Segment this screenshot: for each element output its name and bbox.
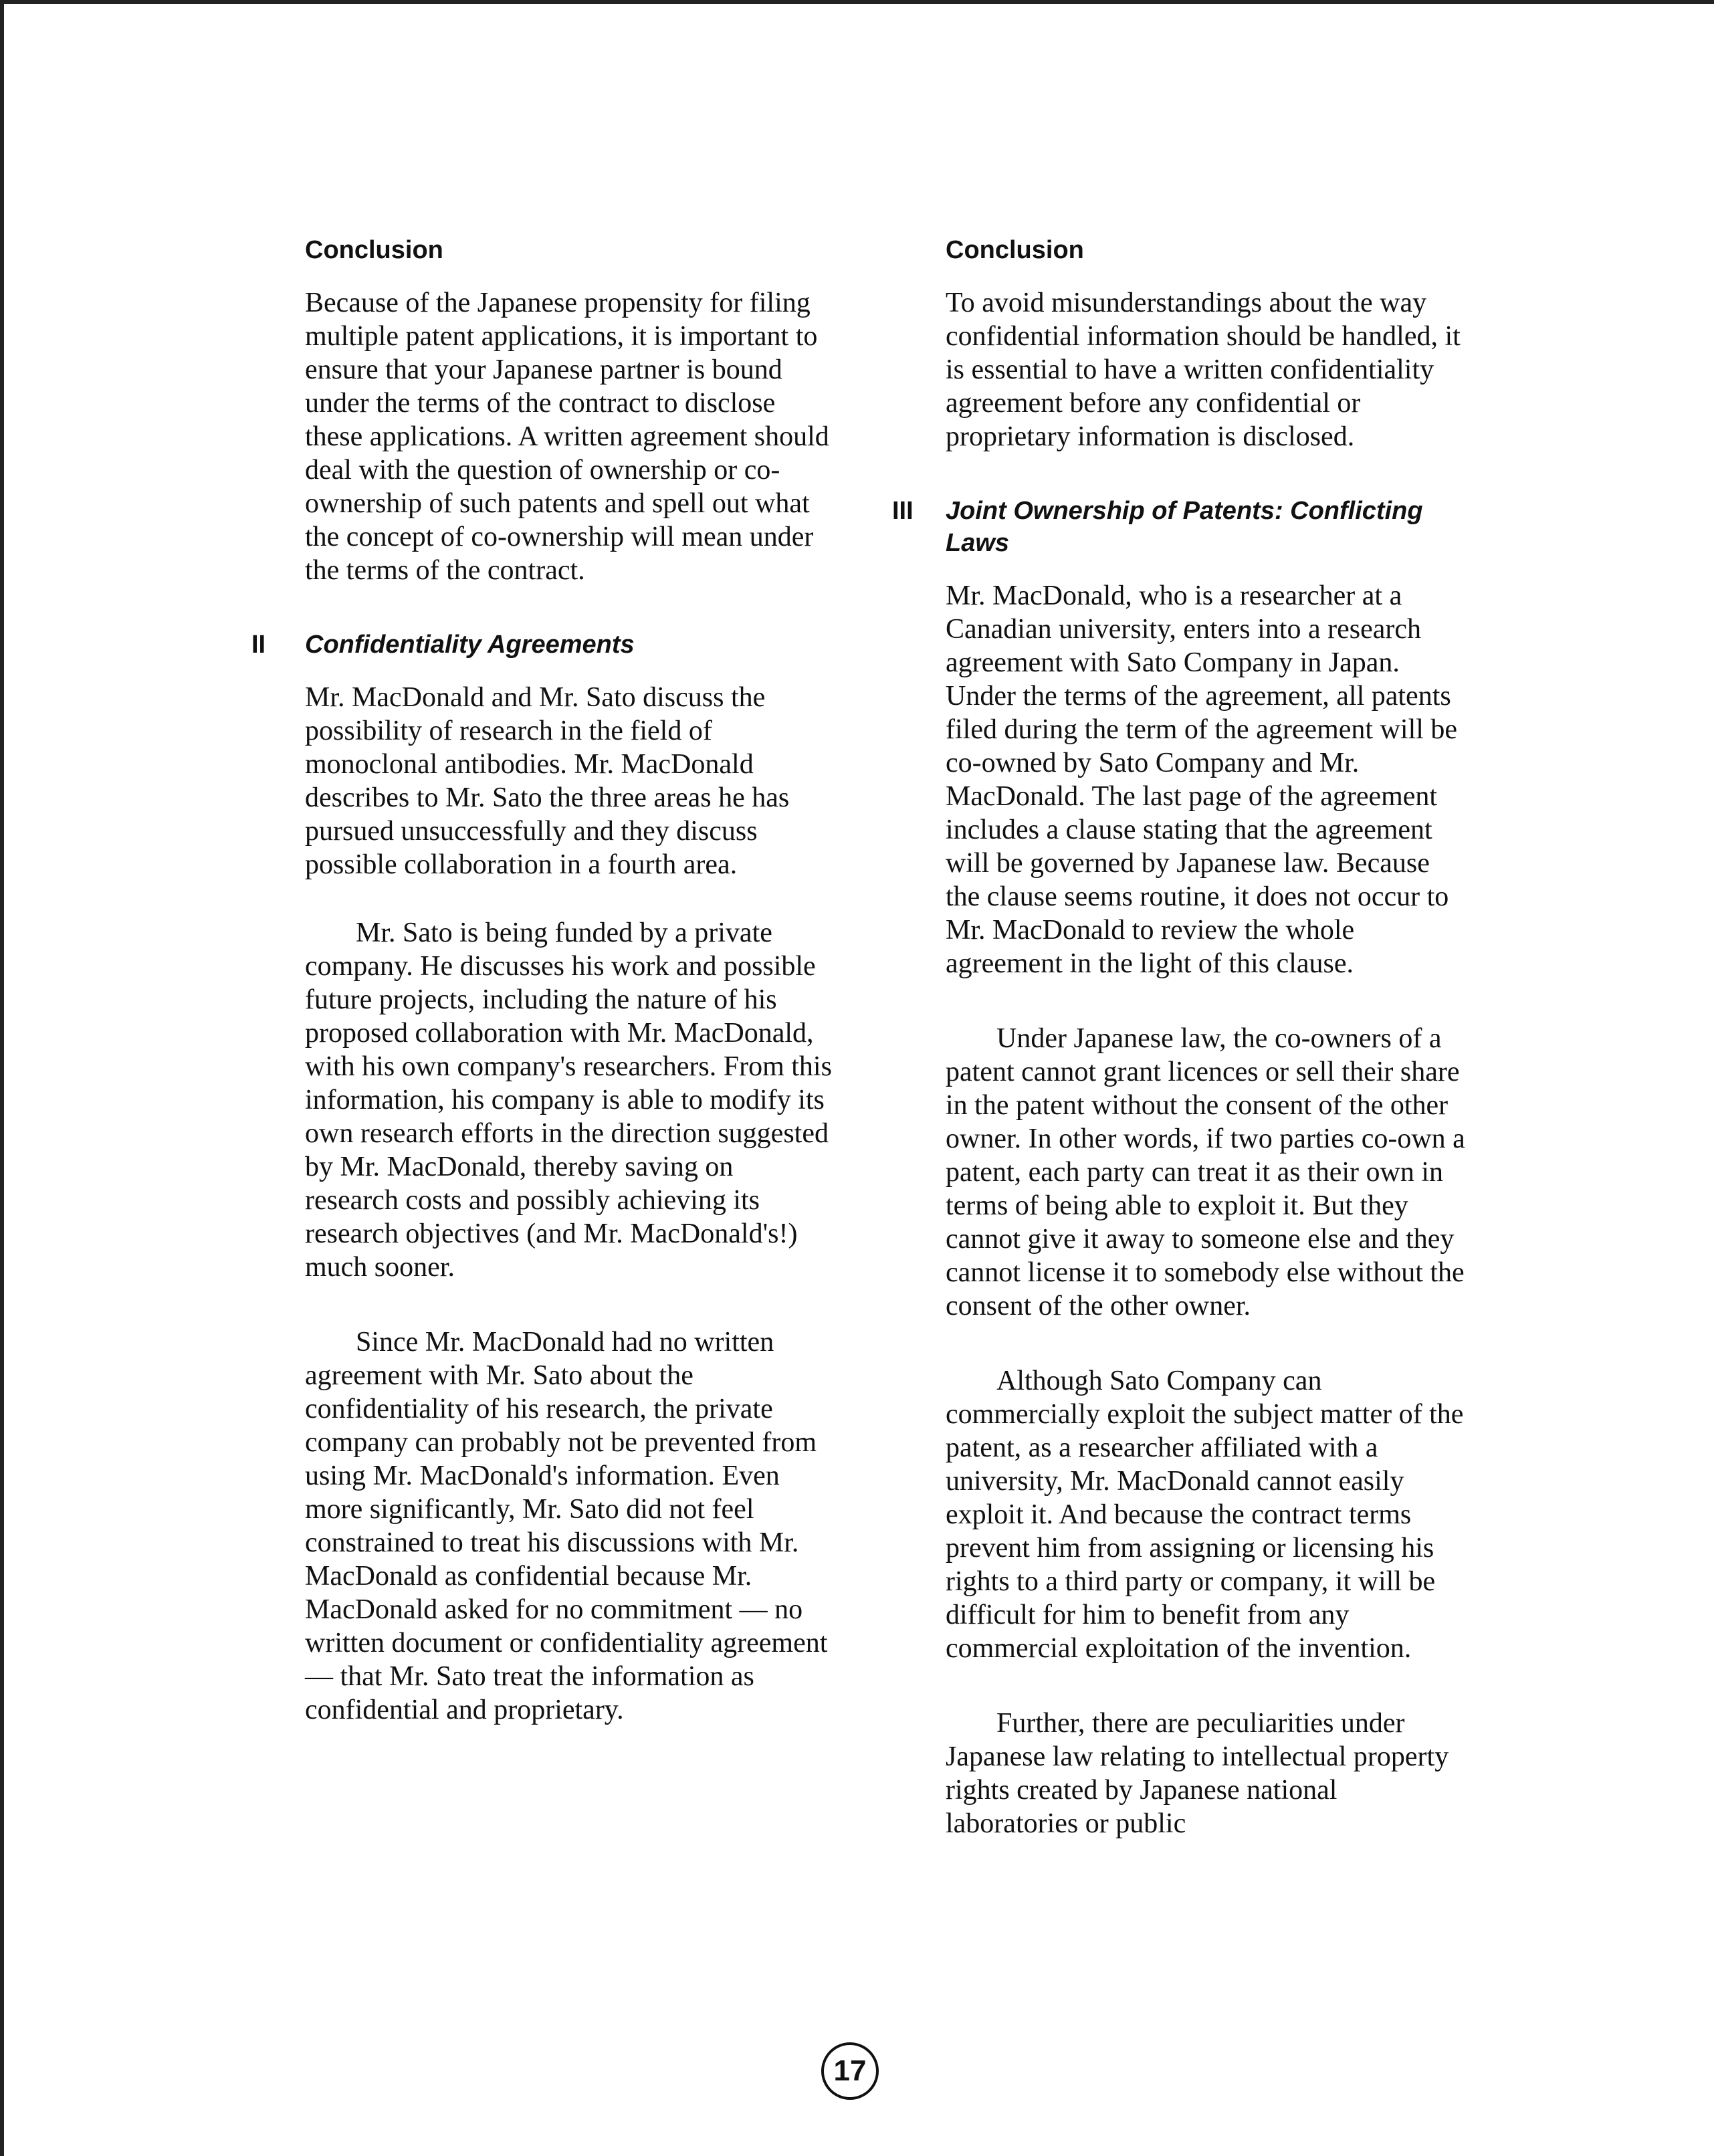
right-paragraph-2: Mr. MacDonald, who is a researcher at a Canadian university, enters into a research agreement with Sato Company in Japan. Under the terms of the agreement, all patents filed during the term of the agreement will be co-owned by Sato Company and Mr. MacDonald. The last page of the agreement includes a clause stating that the agreement will be governed by Japanese law. Because the clause seems routine, it does not occur to Mr. MacDonald to review the whole agreement in the light of this clause.	[946, 580, 1458, 979]
scan-edge-top	[0, 0, 1714, 4]
left-paragraph-3: Mr. Sato is being funded by a private company. He discusses his work and possible future projects, including the nature of his proposed collaboration with Mr. MacDonald, with his own company's researchers. From this information, his company is able to modify its own research efforts in the direction suggested by Mr. MacDonald, thereby saving on research costs and possibly achieving its research objectives (and Mr. MacDonald's!) much sooner.	[305, 918, 832, 1283]
right-paragraph-3: Under Japanese law, the co-owners of a patent cannot grant licences or sell their share in the patent without the consent of the other owner. In other words, if two parties co-own a patent, each party can treat it as their own in terms of being able to exploit it. But they cannot give it away to someone else and they cannot license it to somebody else without the consent of the other owner.	[946, 1023, 1465, 1321]
right-conclusion-paragraph: To avoid misunderstandings about the way confidential information should be handled, it is essential to have a written confidentiality agreement before any confidential or proprietary information is disclosed.	[946, 288, 1461, 452]
section-ii-number: II	[251, 631, 266, 659]
page-number-badge: 17	[821, 2042, 879, 2100]
left-conclusion-heading: Conclusion	[305, 236, 443, 264]
section-ii-heading	[251, 629, 833, 661]
left-conclusion-paragraph: Because of the Japanese propensity for filing multiple patent applications, it is important to ensure that your Japanese partner is bound under the terms of the contract to disclose these applications. A written agreement should deal with the question of ownership or co-ownership of such patents and spell out what the concept of co-ownership will mean under the terms of the contract.	[305, 288, 829, 586]
scan-edge-left	[0, 0, 4, 2156]
section-iii-heading	[892, 495, 1467, 559]
right-column	[892, 227, 1467, 1875]
section-ii-title: Confidentiality Agreements	[305, 631, 635, 659]
left-column	[251, 227, 833, 1761]
right-paragraph-4: Although Sato Company can commercially exploit the subject matter of the patent, as a researcher affiliated with a university, Mr. MacDonald cannot easily exploit it. And because the contract terms prevent him from assigning or licensing his rights to a third party or company, it will be difficult for him to benefit from any commercial exploitation of the invention.	[946, 1366, 1464, 1664]
left-paragraph-2: Mr. MacDonald and Mr. Sato discuss the possibility of research in the field of monoclonal antibodies. Mr. MacDonald describes to Mr. Sato the three areas he has pursued unsuccessfully and they discuss possible collaboration in a fourth area.	[305, 682, 790, 880]
left-paragraph-4: Since Mr. MacDonald had no written agreement with Mr. Sato about the confidentiality of his research, the private company can probably not be prevented from using Mr. MacDonald's information. Even more significantly, Mr. Sato did not feel constrained to treat his discussions with Mr. MacDonald as confidential because Mr. MacDonald asked for no commitment — no written document or confidentiality agreement — that Mr. Sato treat the information as confidential and proprietary.	[305, 1327, 828, 1725]
section-iii-number: III	[892, 497, 914, 525]
section-iii-title: Joint Ownership of Patents: Conflicting Laws	[946, 497, 1423, 557]
right-conclusion-heading: Conclusion	[946, 236, 1084, 264]
right-paragraph-5: Further, there are peculiarities under Japanese law relating to intellectual property rights created by Japanese national laboratories or public	[946, 1708, 1449, 1839]
